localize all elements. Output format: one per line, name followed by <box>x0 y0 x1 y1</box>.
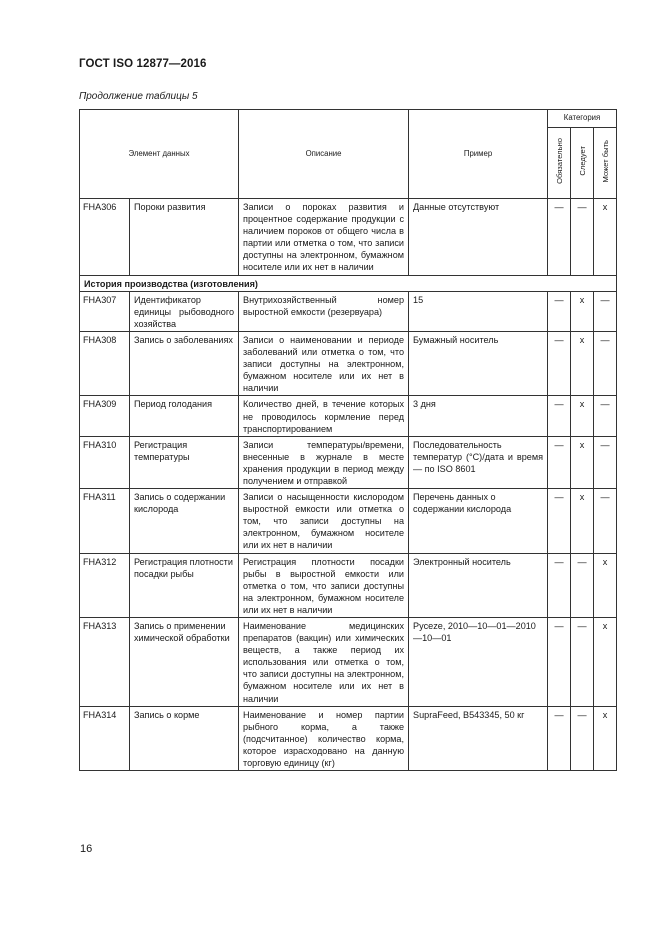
col-header-may: Может быть <box>594 128 617 199</box>
table-row <box>80 331 617 395</box>
row-example: 15 <box>409 291 548 331</box>
table-row <box>80 706 617 770</box>
row-mandatory: — <box>548 199 571 276</box>
row-example: Pyceze, 2010—10—01—2010—10—01 <box>409 618 548 707</box>
row-may: — <box>594 436 617 488</box>
table-row <box>80 396 617 436</box>
row-should: — <box>571 618 594 707</box>
row-should: х <box>571 396 594 436</box>
row-description: Записи о насыщенности кислородом выростной емкости или отметка о том, что записи доступны на электронном, бумажном носителе или их нет в наличии <box>239 489 409 553</box>
row-code: FHA307 <box>80 291 130 331</box>
row-example: Перечень данных о содержании кислорода <box>409 489 548 553</box>
row-may: — <box>594 291 617 331</box>
row-code: FHA311 <box>80 489 130 553</box>
row-example: SupraFeed, B543345, 50 кг <box>409 706 548 770</box>
table-row <box>80 618 617 707</box>
row-should: х <box>571 489 594 553</box>
row-may: х <box>594 199 617 276</box>
row-description: Наименование и номер партии рыбного корма, а также (подсчитанное) количество корма, которое израсходовано на данную торговую единицу (кг) <box>239 706 409 770</box>
row-description: Наименование медицинских препаратов (вакцин) или химических веществ, а также период их использования или отметка о том, что записи доступны на электронном, бумажном носителе или их нет в наличии <box>239 618 409 707</box>
row-name: Период голодания <box>130 396 239 436</box>
row-may: — <box>594 331 617 395</box>
row-code: FHA314 <box>80 706 130 770</box>
row-may: — <box>594 489 617 553</box>
row-example: Бумажный носитель <box>409 331 548 395</box>
table-row <box>80 553 617 617</box>
row-description: Внутрихозяйственный номер выростной емкости (резервуара) <box>239 291 409 331</box>
row-example: Данные отсутствуют <box>409 199 548 276</box>
row-should: — <box>571 553 594 617</box>
col-header-example: Пример <box>409 110 548 199</box>
row-should: х <box>571 436 594 488</box>
row-name: Запись о корме <box>130 706 239 770</box>
row-example: Последовательность температур (°С)/дата и время — по ISO 8601 <box>409 436 548 488</box>
col-header-category: Категория <box>548 110 617 128</box>
table-row <box>80 489 617 553</box>
row-code: FHA312 <box>80 553 130 617</box>
row-code: FHA308 <box>80 331 130 395</box>
row-name: Пороки развития <box>130 199 239 276</box>
row-may: — <box>594 396 617 436</box>
row-mandatory: — <box>548 618 571 707</box>
row-name: Регистрация температуры <box>130 436 239 488</box>
row-may: х <box>594 706 617 770</box>
table-row <box>80 436 617 488</box>
row-code: FHA306 <box>80 199 130 276</box>
row-description: Записи о наименовании и периоде заболеваний или отметка о том, что записи доступны на электронном, бумажном носителе или их нет в наличии <box>239 331 409 395</box>
row-mandatory: — <box>548 436 571 488</box>
row-code: FHA309 <box>80 396 130 436</box>
row-mandatory: — <box>548 553 571 617</box>
row-mandatory: — <box>548 396 571 436</box>
header-row <box>80 110 617 128</box>
row-should: — <box>571 706 594 770</box>
col-header-should: Следует <box>571 128 594 199</box>
row-description: Количество дней, в течение которых не проводилось кормление перед транспортированием <box>239 396 409 436</box>
row-name: Идентификатор единицы рыбоводного хозяйства <box>130 291 239 331</box>
row-mandatory: — <box>548 706 571 770</box>
section-row <box>80 275 617 291</box>
row-mandatory: — <box>548 489 571 553</box>
col-header-description: Описание <box>239 110 409 199</box>
row-example: 3 дня <box>409 396 548 436</box>
table-caption: Продолжение таблицы 5 <box>79 91 198 102</box>
row-code: FHA310 <box>80 436 130 488</box>
col-header-mandatory: Обязательно <box>548 128 571 199</box>
row-description: Записи температуры/времени, внесенные в журнале в месте хранения продукции в период между получением и отправкой <box>239 436 409 488</box>
row-may: х <box>594 618 617 707</box>
col-header-element: Элемент данных <box>80 110 239 199</box>
row-name: Запись о содержании кислорода <box>130 489 239 553</box>
row-name: Регистрация плотности посадки рыбы <box>130 553 239 617</box>
row-may: х <box>594 553 617 617</box>
row-name: Запись о применении химической обработки <box>130 618 239 707</box>
document-title: ГОСТ ISO 12877—2016 <box>79 58 207 70</box>
row-should: — <box>571 199 594 276</box>
row-should: х <box>571 331 594 395</box>
row-description: Регистрация плотности посадки рыбы в выростной емкости или отметка о том, что записи доступны на электронном, бумажном носителе или их нет в наличии <box>239 553 409 617</box>
section-title: История производства (изготовления) <box>80 275 617 291</box>
row-code: FHA313 <box>80 618 130 707</box>
row-should: х <box>571 291 594 331</box>
row-description: Записи о пороках развития и процентное содержание продукции с наличием пороков от общего числа в партии или отметка о том, что записи доступны на электронном, бумажном носителе или их нет в наличии <box>239 199 409 276</box>
row-mandatory: — <box>548 331 571 395</box>
row-mandatory: — <box>548 291 571 331</box>
table-row <box>80 199 617 276</box>
row-example: Электронный носитель <box>409 553 548 617</box>
table-row <box>80 291 617 331</box>
row-name: Запись о заболеваниях <box>130 331 239 395</box>
data-elements-table <box>79 109 617 771</box>
page-number: 16 <box>80 843 93 855</box>
